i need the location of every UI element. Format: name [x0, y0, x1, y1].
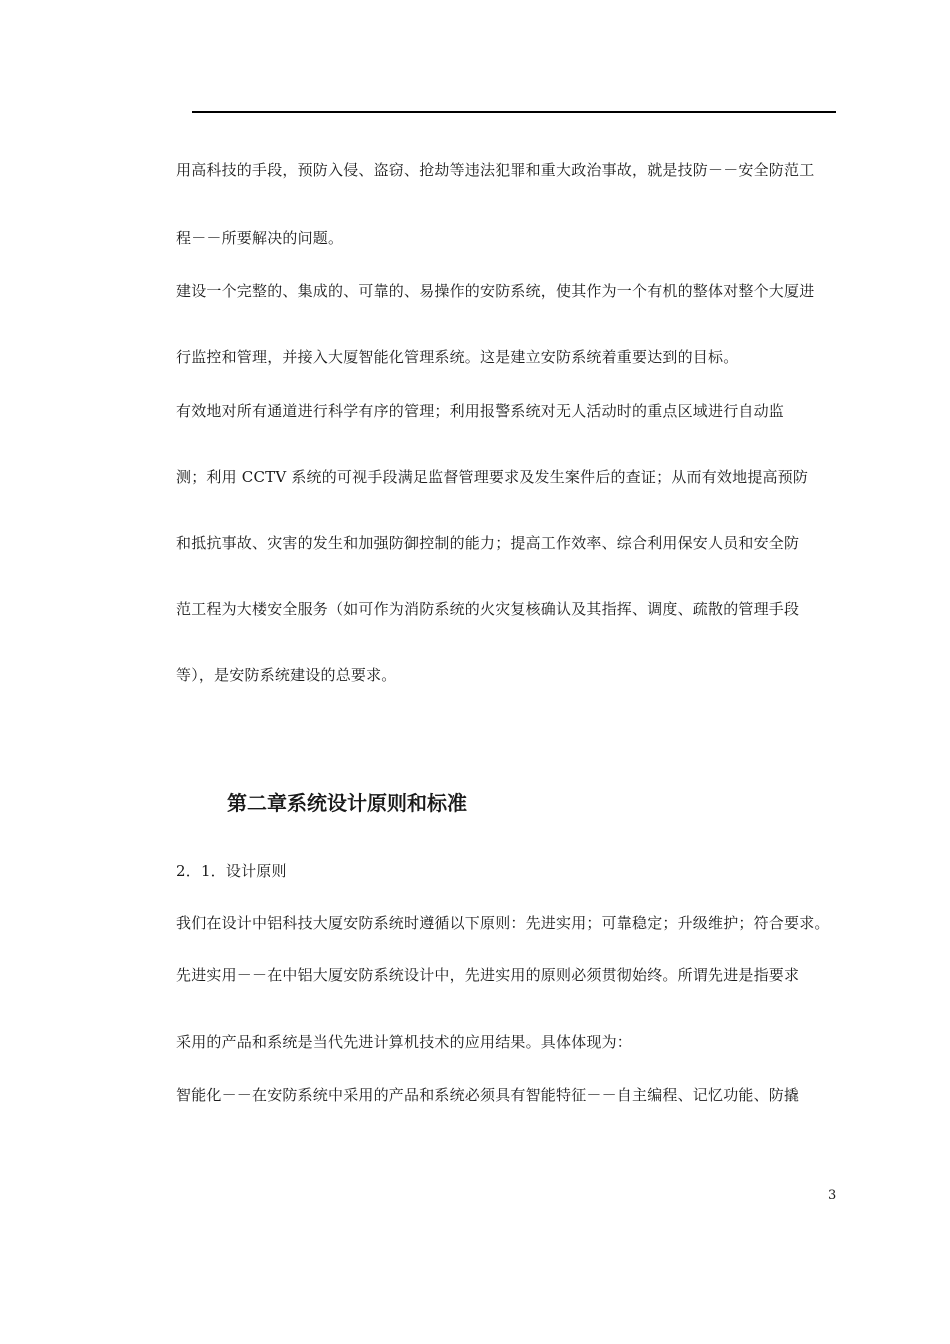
page-number: 3	[828, 1188, 837, 1203]
text-line: 我们在设计中铝科技大厦安防系统时遵循以下原则：先进实用；可靠稳定；升级维护；符合要求。	[176, 914, 830, 932]
text-line: 先进实用－－在中铝大厦安防系统设计中，先进实用的原则必须贯彻始终。所谓先进是指要求	[176, 966, 800, 984]
text-line: 和抵抗事故、灾害的发生和加强防御控制的能力；提高工作效率、综合利用保安人员和安全防	[176, 534, 800, 552]
text-line: 智能化－－在安防系统中采用的产品和系统必须具有智能特征－－自主编程、记忆功能、防撬	[176, 1086, 800, 1104]
text-line: 测；利用 CCTV 系统的可视手段满足监督管理要求及发生案件后的查证；从而有效地提高预防	[176, 468, 809, 486]
text-line: 行监控和管理，并接入大厦智能化管理系统。这是建立安防系统着重要达到的目标。	[176, 348, 739, 366]
text-line: 用高科技的手段，预防入侵、盗窃、抢劫等违法犯罪和重大政治事故，就是技防－－安全防范工	[176, 161, 815, 179]
text-line: 建设一个完整的、集成的、可靠的、易操作的安防系统，使其作为一个有机的整体对整个大厦进	[176, 282, 815, 300]
section-heading: 2．1．设计原则	[176, 862, 287, 880]
text-line: 等），是安防系统建设的总要求。	[176, 666, 397, 684]
chapter-title: 第二章系统设计原则和标准	[227, 791, 467, 815]
text-line: 程－－所要解决的问题。	[176, 229, 344, 247]
text-line: 有效地对所有通道进行科学有序的管理；利用报警系统对无人活动时的重点区域进行自动监	[176, 402, 785, 420]
text-line: 采用的产品和系统是当代先进计算机技术的应用结果。具体体现为：	[176, 1033, 633, 1051]
text-line: 范工程为大楼安全服务（如可作为消防系统的火灾复核确认及其指挥、调度、疏散的管理手段	[176, 600, 800, 618]
header-rule	[192, 111, 836, 113]
